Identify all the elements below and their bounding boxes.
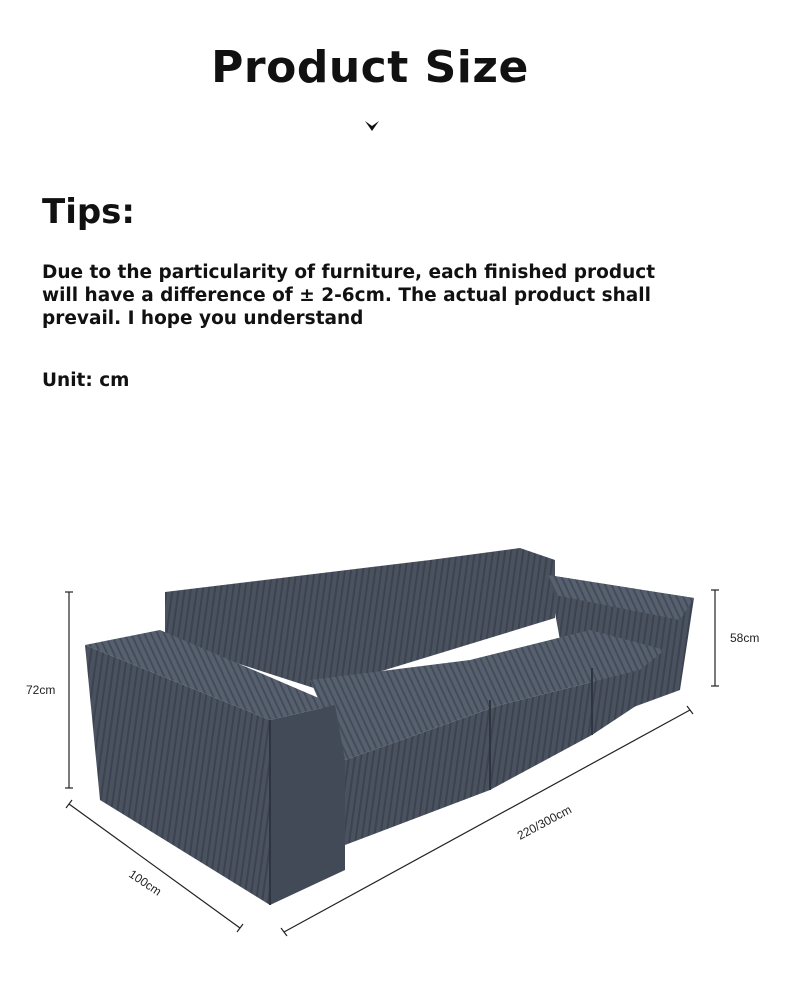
chevron-down-icon xyxy=(362,118,382,134)
height-total-label: 72cm xyxy=(26,683,56,697)
height-arm-label: 58cm xyxy=(730,631,760,645)
sofa-dimension-figure xyxy=(0,520,790,985)
page-title: Product Size xyxy=(211,42,529,93)
tips-heading: Tips: xyxy=(42,192,136,232)
depth-label: 100cm xyxy=(126,866,165,899)
length-label: 220/300cm xyxy=(514,802,574,843)
sofa-image xyxy=(85,548,694,905)
tips-description: Due to the particularity of furniture, each finished product will have a difference of ± 2-6cm. The actual product shall prevail. I hope you understand xyxy=(42,262,656,329)
unit-label: Unit: cm xyxy=(42,370,130,391)
